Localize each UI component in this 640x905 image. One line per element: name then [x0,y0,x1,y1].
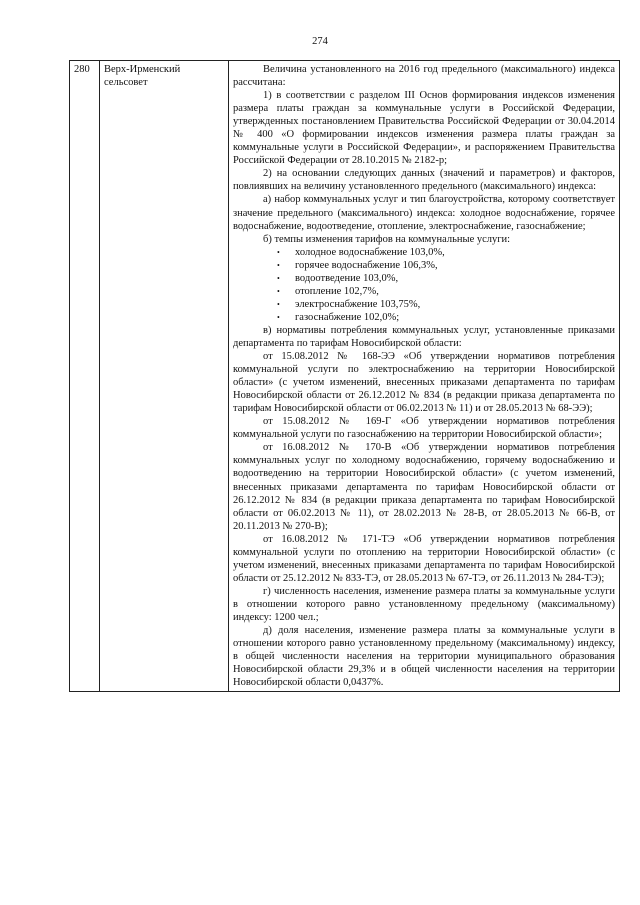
paragraph-a: а) набор коммунальных услуг и тип благоустройства, которому соответствует значение предельного (максимального) индекса: холодное водоснабжение, горячее водоснабжение, водоотведение, отопление, электроснабжение, газоснабжение; [233,194,615,232]
list-item [277,259,615,272]
paragraph-v-4: от 16.08.2012 № 171-ТЭ «Об утверждении нормативов потребления коммунальной услуги по отоплению на территории Новосибирской области» (с учетом изменений, внесенных приказами департамента по тарифам Новосибирской области от 25.12.2012 № 833-ТЭ, от 28.05.2013 № 67-ТЭ, от 26.11.2013 № 284-ТЭ); [233,533,615,584]
municipality-name: Верх-Ирменский сельсовет [100,61,229,692]
rate-text: водоотведение 103,0%, [295,272,399,284]
rate-text: электроснабжение 103,75%, [295,298,421,310]
rate-text: отопление 102,7%, [295,285,379,297]
bullet-icon: • [277,286,280,296]
rate-text: горячее водоснабжение 106,3%, [295,259,438,271]
paragraph-v-2: от 15.08.2012 № 169-Г «Об утверждении нормативов потребления коммунальной услуги по газоснабжению на территории Новосибирской области»; [233,416,615,441]
list-item [277,311,615,324]
bullet-icon: • [277,247,280,257]
list-item [277,246,615,259]
paragraph-1: 1) в соответствии с разделом III Основ формирования индексов изменения размера платы граждан за коммунальные услуги в Российской Федерации, утвержденных постановлением Правительства Российской Федерации от 30.04.2014 № 400 «О формировании индексов изменения размера платы граждан за коммунальные услуги в Российской Федерации», и распоряжением Правительства Российской Федерации от 28.10.2015 № 2182-р; [233,90,615,167]
row-description [229,61,620,692]
tariff-rates-list [233,246,615,324]
list-item [277,285,615,298]
paragraph-v-1: от 15.08.2012 № 168-ЭЭ «Об утверждении нормативов потребления коммунальной услуги по электроснабжению на территории Новосибирской области» (с учетом изменений, внесенных приказами департамента по тарифам Новосибирской области от 26.12.2012 № 834 (в редакции приказа департамента по тарифам Новосибирской области от 06.02.2013 № 11) и от 28.05.2013 № 68-ЭЭ); [233,351,615,415]
page-number: 274 [312,36,328,47]
index-table [69,60,620,692]
table-row [70,61,620,692]
paragraph-g: г) численность населения, изменение размера платы за коммунальные услуги в отношении которого равно установленному предельному (максимальному) индексу: 1200 чел.; [233,585,615,623]
bullet-icon: • [277,299,280,309]
intro-paragraph: Величина установленного на 2016 год предельного (максимального) индекса рассчитана: [233,64,615,89]
paragraph-d: д) доля населения, изменение размера платы за коммунальные услуги в отношении которого равно установленному предельному (максимальному) индексу, в общей численности населения на территории муниципального образования Новосибирской области 29,3% и в общей численности населения на территории Новосибирской области 0,0437%. [233,625,615,689]
paragraph-v-3: от 16.08.2012 № 170-В «Об утверждении нормативов потребления коммунальных услуг по холодному водоснабжению, горячему водоснабжению и водоотведению на территории Новосибирской области» (с учетом изменений, внесенных приказами департамента по тарифам Новосибирской области от 26.12.2012 № 834 (в редакции приказа департамента по тарифам Новосибирской области от 06.02.2013 № 11), от 28.02.2013 № 28-В, от 28.05.2013 № 66-В, от 20.11.2013 № 270-В); [233,442,615,532]
paragraph-v: в) нормативы потребления коммунальных услуг, установленные приказами департамента по тарифам Новосибирской области: [233,324,615,349]
paragraph-b: б) темпы изменения тарифов на коммунальные услуги: [263,233,511,245]
paragraph-2: 2) на основании следующих данных (значений и параметров) и факторов, повлиявших на величину установленного предельного (максимального) индекса: [233,168,615,193]
rate-text: газоснабжение 102,0%; [295,311,400,323]
rate-text: холодное водоснабжение 103,0%, [295,246,445,258]
bullet-icon: • [277,260,280,270]
list-item [277,298,615,311]
row-number: 280 [70,61,100,692]
bullet-icon: • [277,312,280,322]
bullet-icon: • [277,273,280,283]
list-item [277,272,615,285]
